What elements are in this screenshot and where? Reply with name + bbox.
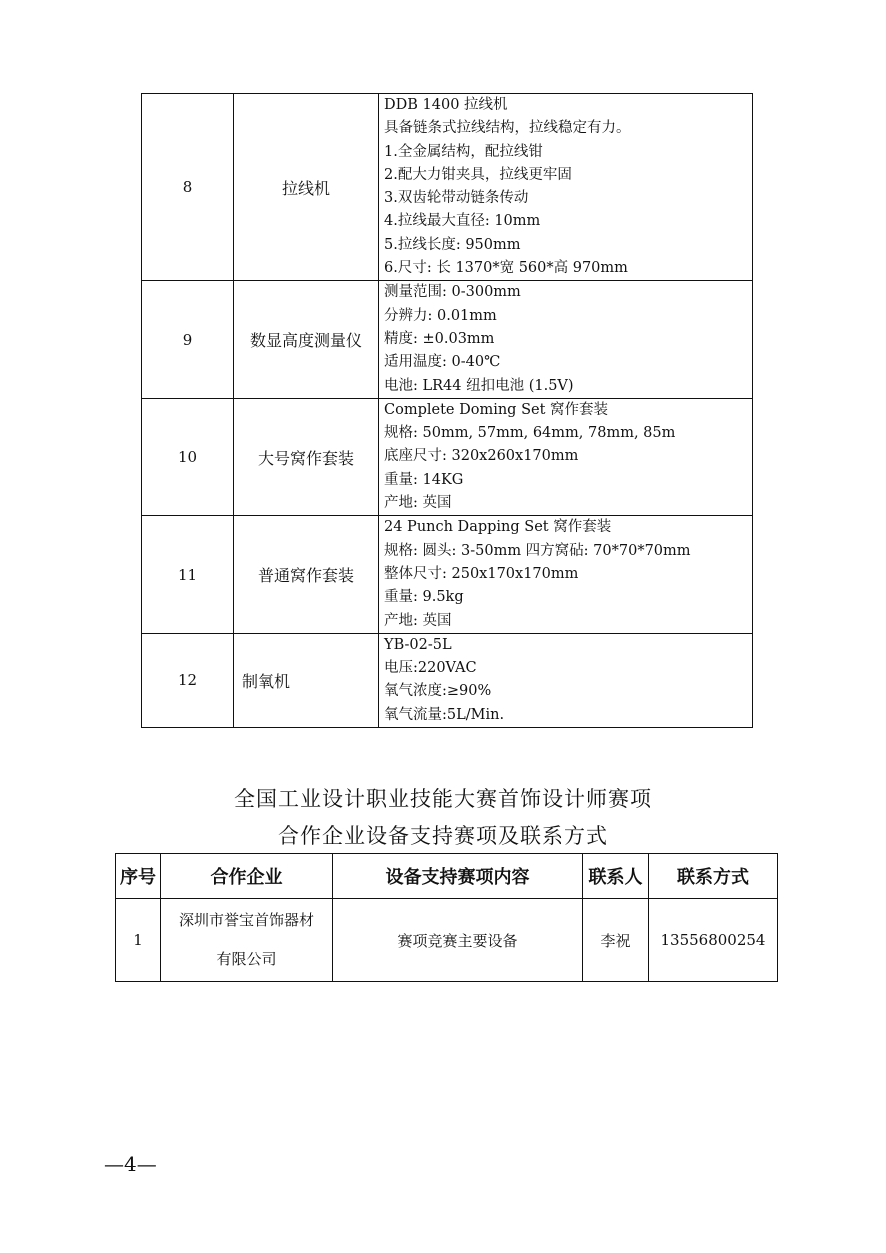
spec-line: 氧气流量:5L/Min. bbox=[384, 706, 505, 723]
header-company: 合作企业 bbox=[161, 854, 333, 899]
spec-line: 24 Punch Dapping Set 窝作套装 bbox=[384, 519, 612, 536]
header-contact: 联系人 bbox=[583, 854, 649, 899]
spec-line: 精度: ±0.03mm bbox=[384, 330, 495, 347]
spec-line: 重量: 9.5kg bbox=[384, 589, 464, 606]
spec-line: 电压:220VAC bbox=[384, 660, 477, 677]
spec-line: 电池: LR44 纽扣电池 (1.5V) bbox=[384, 377, 574, 394]
contact-person: 李祝 bbox=[583, 899, 649, 982]
spec-line: 规格: 50mm, 57mm, 64mm, 78mm, 85m bbox=[384, 425, 676, 442]
spec-line: 2.配大力钳夹具，拉线更牢固 bbox=[384, 166, 572, 183]
equipment-specs bbox=[379, 398, 753, 515]
row-number: 9 bbox=[142, 281, 234, 398]
spec-line: 整体尺寸: 250x170x170mm bbox=[384, 565, 579, 582]
spec-line: 氧气浓度:≥90% bbox=[384, 683, 492, 700]
equipment-name: 数显高度测量仪 bbox=[234, 281, 379, 398]
spec-line: Complete Doming Set 窝作套装 bbox=[384, 401, 609, 418]
table-row bbox=[142, 516, 753, 633]
spec-line: 6.尺寸: 长 1370*宽 560*高 970mm bbox=[384, 260, 628, 277]
equipment-specs bbox=[379, 633, 753, 727]
partner-table bbox=[115, 853, 778, 982]
table-header-row bbox=[116, 854, 778, 899]
row-number: 10 bbox=[142, 398, 234, 515]
spec-line: 分辨力: 0.01mm bbox=[384, 307, 497, 324]
contact-phone: 13556800254 bbox=[649, 899, 778, 982]
table-row bbox=[142, 398, 753, 515]
spec-line: 4.拉线最大直径: 10mm bbox=[384, 213, 541, 230]
section-title: 全国工业设计职业技能大赛首饰设计师赛项 bbox=[234, 787, 652, 811]
spec-line: YB-02-5L bbox=[384, 636, 452, 653]
spec-line: 3.双齿轮带动链条传动 bbox=[384, 190, 529, 207]
equipment-name: 普通窝作套装 bbox=[234, 516, 379, 633]
equipment-specs bbox=[379, 94, 753, 281]
header-no: 序号 bbox=[116, 854, 161, 899]
equipment-specs bbox=[379, 516, 753, 633]
header-phone: 联系方式 bbox=[649, 854, 778, 899]
spec-line: 规格: 圆头: 3-50mm 四方窝砧: 70*70*70mm bbox=[384, 542, 691, 559]
spec-line: 具备链条式拉线结构，拉线稳定有力。 bbox=[384, 120, 631, 137]
row-number: 1 bbox=[116, 899, 161, 982]
spec-line: 产地: 英国 bbox=[384, 612, 452, 629]
row-number: 11 bbox=[142, 516, 234, 633]
support-content: 赛项竞赛主要设备 bbox=[333, 899, 583, 982]
row-number: 12 bbox=[142, 633, 234, 727]
table-row bbox=[142, 633, 753, 727]
table-row bbox=[142, 281, 753, 398]
spec-line: 5.拉线长度: 950mm bbox=[384, 236, 521, 253]
company-name: 深圳市誉宝首饰器材 bbox=[178, 911, 314, 929]
table-row bbox=[142, 94, 753, 281]
spec-line: 重量: 14KG bbox=[384, 471, 464, 488]
equipment-specs bbox=[379, 281, 753, 398]
spec-line: 底座尺寸: 320x260x170mm bbox=[384, 448, 579, 465]
spec-line: DDB 1400 拉线机 bbox=[384, 97, 508, 113]
equipment-name: 拉线机 bbox=[234, 94, 379, 281]
company-cell bbox=[161, 899, 333, 982]
spec-line: 产地: 英国 bbox=[384, 495, 452, 512]
spec-line: 适用温度: 0-40℃ bbox=[384, 354, 501, 371]
page-number: —4— bbox=[104, 1152, 157, 1176]
equipment-name: 制氧机 bbox=[234, 633, 379, 727]
equipment-name: 大号窝作套装 bbox=[234, 398, 379, 515]
table-row bbox=[116, 899, 778, 982]
spec-line: 1.全金属结构，配拉线钳 bbox=[384, 143, 543, 160]
row-number: 8 bbox=[142, 94, 234, 281]
section-subtitle: 合作企业设备支持赛项及联系方式 bbox=[278, 824, 608, 848]
equipment-table bbox=[141, 93, 753, 728]
header-content: 设备支持赛项内容 bbox=[333, 854, 583, 899]
spec-line: 测量范围: 0-300mm bbox=[384, 284, 521, 301]
company-name-suffix: 有限公司 bbox=[216, 950, 277, 968]
